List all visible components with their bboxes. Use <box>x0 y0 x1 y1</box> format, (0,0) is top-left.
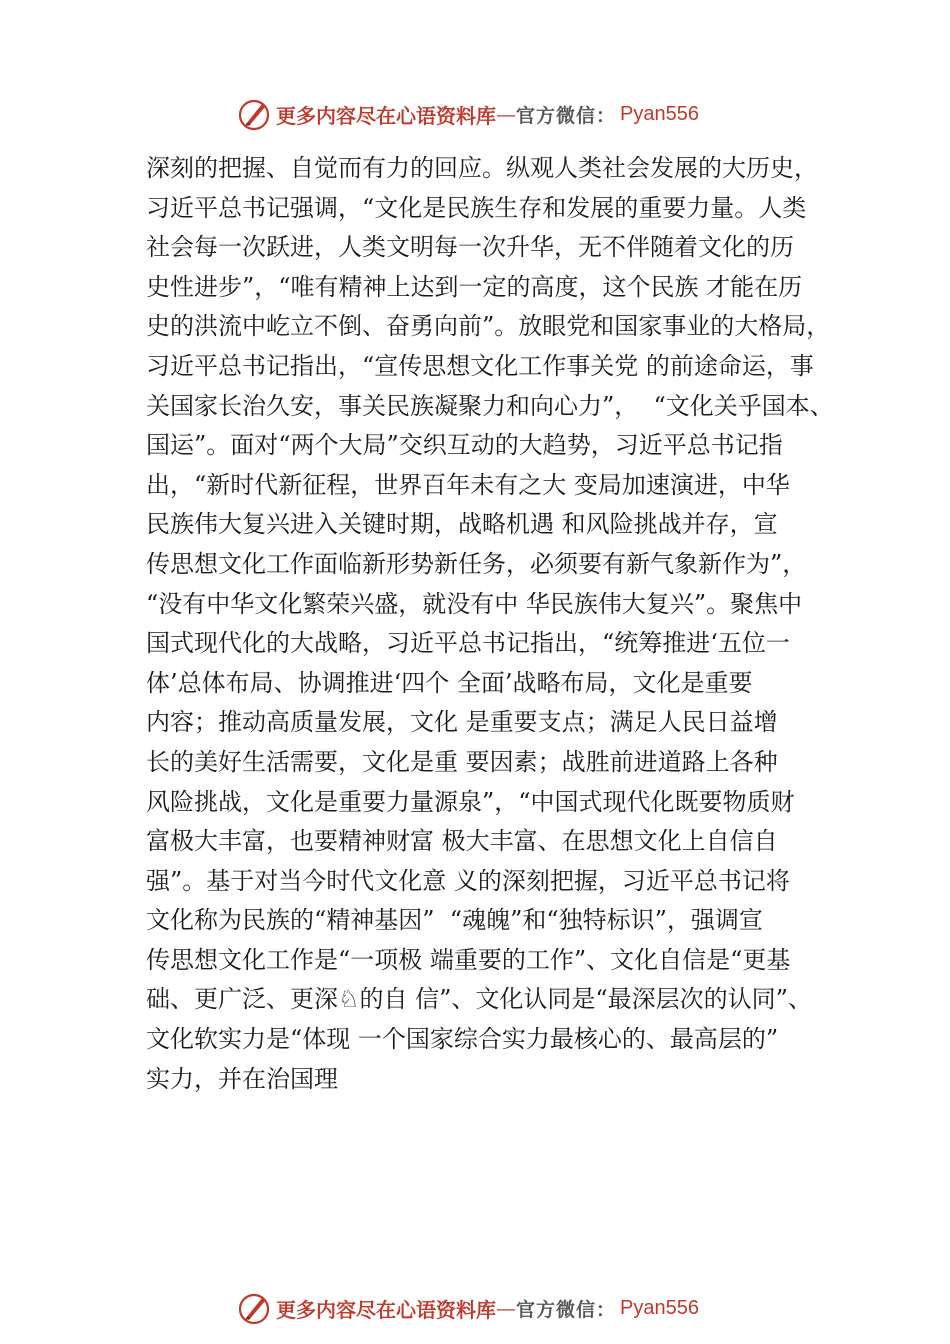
body-line: 习近平总书记指出，“宣传思想文化工作事关党 的前途命运，事 <box>146 351 814 380</box>
body-line: 史性进步”，“唯有精神上达到一定的高度，这个民族 才能在历 <box>146 272 803 301</box>
body-line: 体’总体布局、协调推进‘四个 全面’战略布局，文化是重要 <box>146 668 753 697</box>
footer-wechat-id: Pyan556 <box>620 1296 699 1319</box>
footer-brand: 更多内容尽在心语资料库 <box>276 1297 496 1322</box>
footer-dash: — <box>496 1296 516 1320</box>
header-wechat-id: Pyan556 <box>620 102 699 125</box>
body-line: 富极大丰富，也要精神财富 极大丰富、在思想文化上自信自 <box>146 827 778 856</box>
footer-banner <box>236 1288 756 1328</box>
body-line: 国运”。面对“两个大局”交织互动的大趋势，习近平总书记指 <box>146 431 783 460</box>
header-banner <box>236 94 756 134</box>
body-line: 深刻的把握、自觉而有力的回应。纵观人类社会发展的大历史， <box>146 154 818 182</box>
body-line: 习近平总书记强调，“文化是民族生存和发展的重要力量。人类 <box>146 193 807 222</box>
body-line: 强”。基于对当今时代文化意 义的深刻把握，习近平总书记将 <box>146 866 790 895</box>
body-line: 关国家长治久安，事关民族凝聚力和向心力”， “文化关乎国本、 <box>146 391 834 420</box>
footer-wechat-label: 官方微信： <box>516 1298 617 1321</box>
body-line: 国式现代化的大战略，习近平总书记指出，“统筹推进‘五位一 <box>146 629 790 658</box>
quill-pen-icon <box>236 1290 272 1326</box>
body-text <box>146 149 846 1099</box>
body-line: 传思想文化工作面临新形势新任务，必须要有新气象新作为”， <box>146 549 807 578</box>
body-line: 风险挑战，文化是重要力量源泉”，“中国式现代化既要物质财 <box>146 787 795 816</box>
body-line: 文化称为民族的“精神基因” “魂魄”和“独特标识”，强调宣 <box>146 906 763 935</box>
body-line: 出，“新时代新征程，世界百年未有之大 变局加速演进，中华 <box>146 470 790 499</box>
header-wechat-label: 官方微信： <box>516 104 617 127</box>
header-brand: 更多内容尽在心语资料库 <box>276 103 496 128</box>
body-line: 础、更广泛、更深♘的自 信”、文化认同是“最深层次的认同”、 <box>146 985 812 1014</box>
body-line: 文化软实力是“体现 一个国家综合实力最核心的、最高层的” <box>146 1025 779 1054</box>
body-line: 社会每一次跃进，人类文明每一次升华，无不伴随着文化的历 <box>146 233 794 262</box>
body-line: 实力，并在治国理 <box>146 1064 338 1093</box>
body-line: 史的洪流中屹立不倒、奋勇向前”。放眼党和国家事业的大格局， <box>146 312 831 341</box>
header-dash: — <box>496 102 516 126</box>
body-line: 内容；推动高质量发展，文化 是重要支点；满足人民日益增 <box>146 708 778 737</box>
body-line: 长的美好生活需要，文化是重 要因素；战胜前进道路上各种 <box>146 747 778 776</box>
body-line: 传思想文化工作是“一项极 端重要的工作”、文化自信是“更基 <box>146 945 791 974</box>
quill-pen-icon <box>236 96 272 132</box>
body-line: “没有中华文化繁荣兴盛，就没有中 华民族伟大复兴”。聚焦中 <box>146 589 803 618</box>
body-line: 民族伟大复兴进入关键时期，战略机遇 和风险挑战并存，宣 <box>146 510 778 539</box>
